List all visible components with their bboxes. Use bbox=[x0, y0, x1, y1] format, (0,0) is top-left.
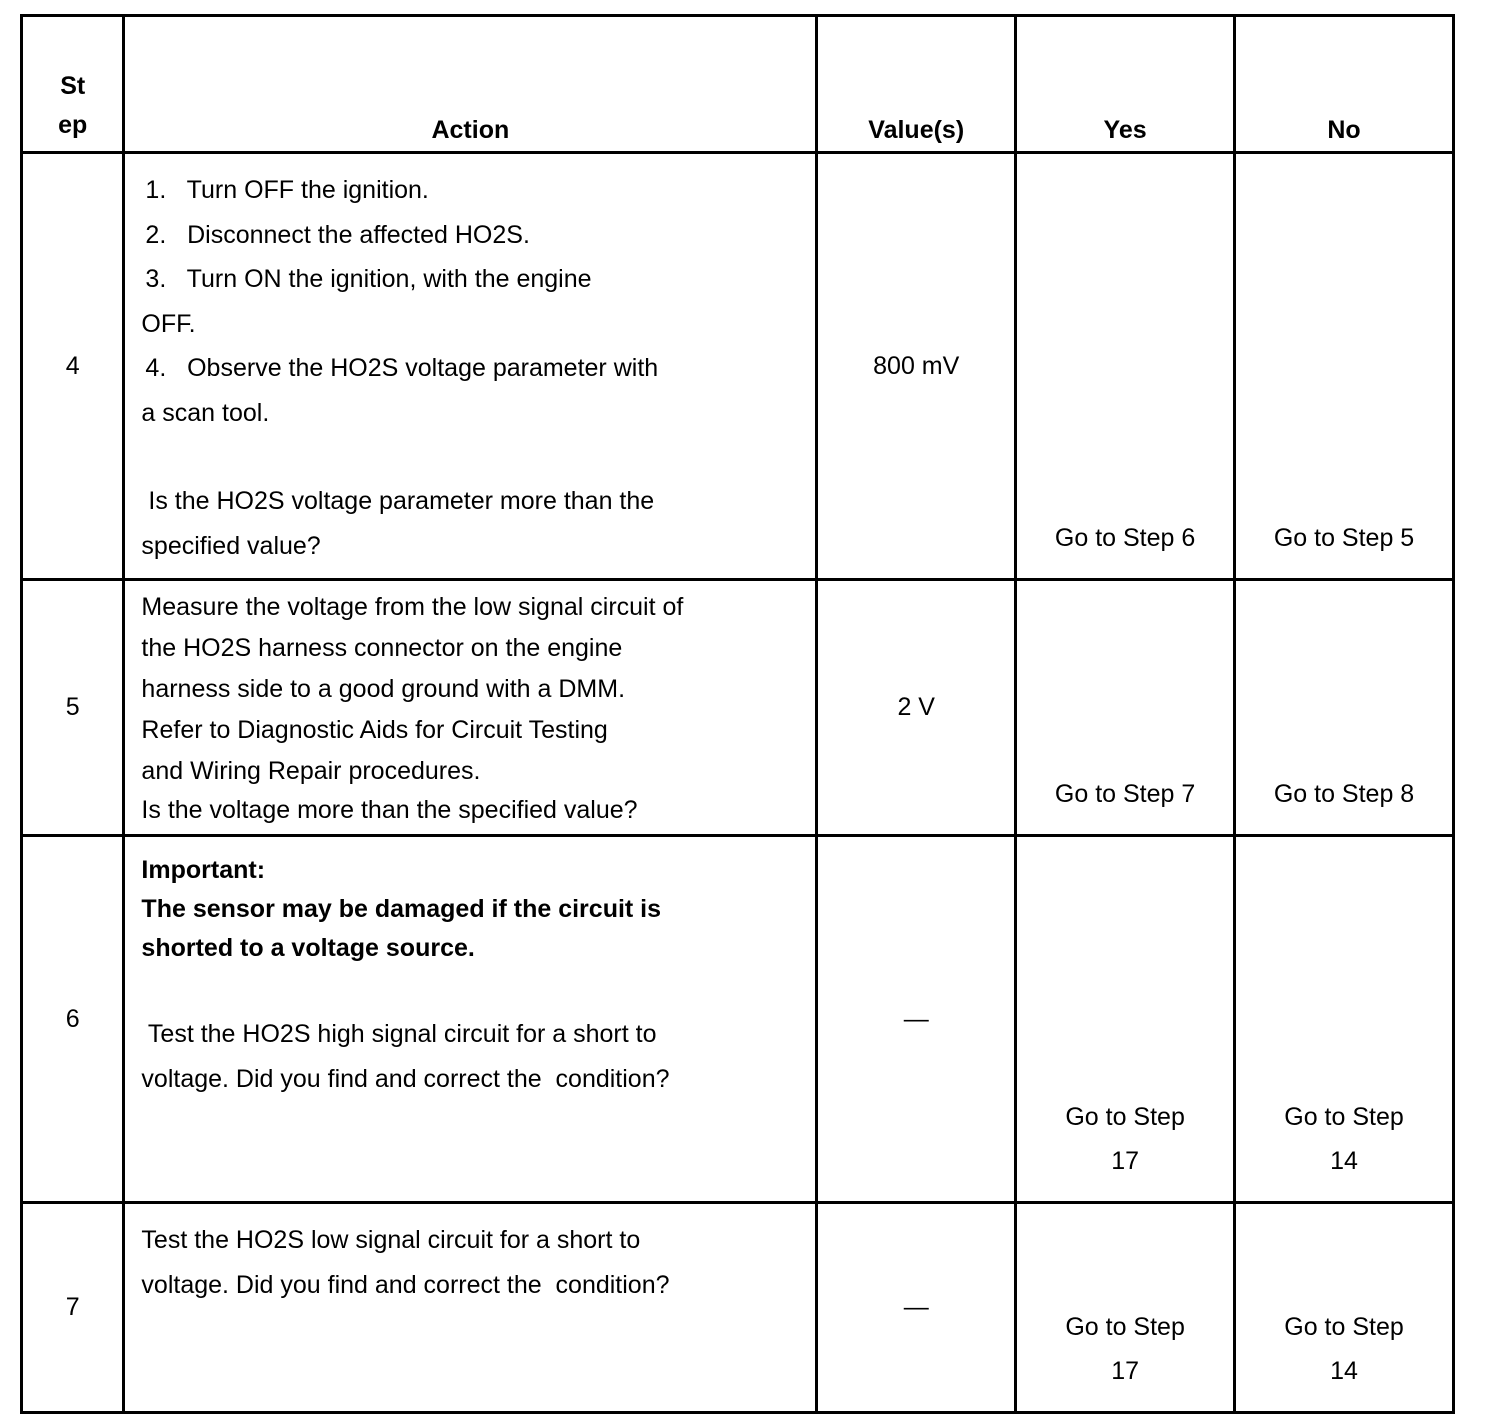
action-line: Test the HO2S low signal circuit for a short to bbox=[141, 1226, 641, 1254]
action-cell bbox=[124, 580, 817, 836]
action-line: 2. Disconnect the affected HO2S. bbox=[145, 220, 530, 249]
value-cell: 2 V bbox=[817, 580, 1016, 836]
table-row bbox=[22, 836, 1454, 1203]
important-line: shorted to a voltage source. bbox=[141, 934, 475, 962]
step-number: 5 bbox=[22, 580, 124, 836]
action-line: Is the voltage more than the specified value? bbox=[141, 796, 638, 824]
action-line: voltage. Did you find and correct the condition? bbox=[141, 1064, 670, 1093]
value-cell: — bbox=[817, 836, 1016, 1203]
question-line: specified value? bbox=[141, 531, 321, 560]
yes-cell: Go to Step 17 bbox=[1016, 836, 1235, 1203]
action-line: Measure the voltage from the low signal circuit of bbox=[141, 593, 684, 621]
yes-cell: Go to Step 7 bbox=[1016, 580, 1235, 836]
action-line: Test the HO2S high signal circuit for a short to bbox=[141, 1020, 657, 1048]
no-cell: Go to Step 14 bbox=[1235, 836, 1454, 1203]
step-number: 4 bbox=[22, 153, 124, 580]
action-line: OFF. bbox=[141, 309, 196, 338]
action-line: harness side to a good ground with a DMM. bbox=[141, 675, 626, 703]
table-row bbox=[22, 153, 1454, 580]
value-cell: 800 mV bbox=[817, 153, 1016, 580]
action-line: 1. Turn OFF the ignition. bbox=[145, 176, 429, 204]
question-line: Is the HO2S voltage parameter more than the bbox=[141, 487, 655, 515]
header-action: Action bbox=[124, 16, 817, 153]
value-cell: — bbox=[817, 1203, 1016, 1413]
action-line: the HO2S harness connector on the engine bbox=[141, 634, 623, 662]
important-line: The sensor may be damaged if the circuit is bbox=[141, 895, 662, 923]
no-cell: Go to Step 8 bbox=[1235, 580, 1454, 836]
yes-cell: Go to Step 6 bbox=[1016, 153, 1235, 580]
step-number: 7 bbox=[22, 1203, 124, 1413]
header-value: Value(s) bbox=[817, 16, 1016, 153]
step-number: 6 bbox=[22, 836, 124, 1203]
action-line: 3. Turn ON the ignition, with the engine bbox=[145, 265, 592, 293]
table-row bbox=[22, 1203, 1454, 1413]
action-cell bbox=[124, 1203, 817, 1413]
action-line: voltage. Did you find and correct the condition? bbox=[141, 1270, 670, 1299]
action-line: a scan tool. bbox=[141, 398, 270, 427]
diagnostic-table bbox=[20, 14, 1455, 1414]
action-line: and Wiring Repair procedures. bbox=[141, 757, 481, 785]
header-no: No bbox=[1235, 16, 1454, 153]
yes-cell: Go to Step 17 bbox=[1016, 1203, 1235, 1413]
action-cell bbox=[124, 153, 817, 580]
no-cell: Go to Step 14 bbox=[1235, 1203, 1454, 1413]
header-step: St ep bbox=[22, 16, 124, 153]
action-line: Refer to Diagnostic Aids for Circuit Testing bbox=[141, 716, 608, 744]
no-cell: Go to Step 5 bbox=[1235, 153, 1454, 580]
table-row bbox=[22, 580, 1454, 836]
header-row bbox=[22, 16, 1454, 153]
action-line: 4. Observe the HO2S voltage parameter with bbox=[145, 354, 659, 382]
important-label: Important: bbox=[141, 856, 266, 884]
header-yes: Yes bbox=[1016, 16, 1235, 153]
action-cell bbox=[124, 836, 817, 1203]
